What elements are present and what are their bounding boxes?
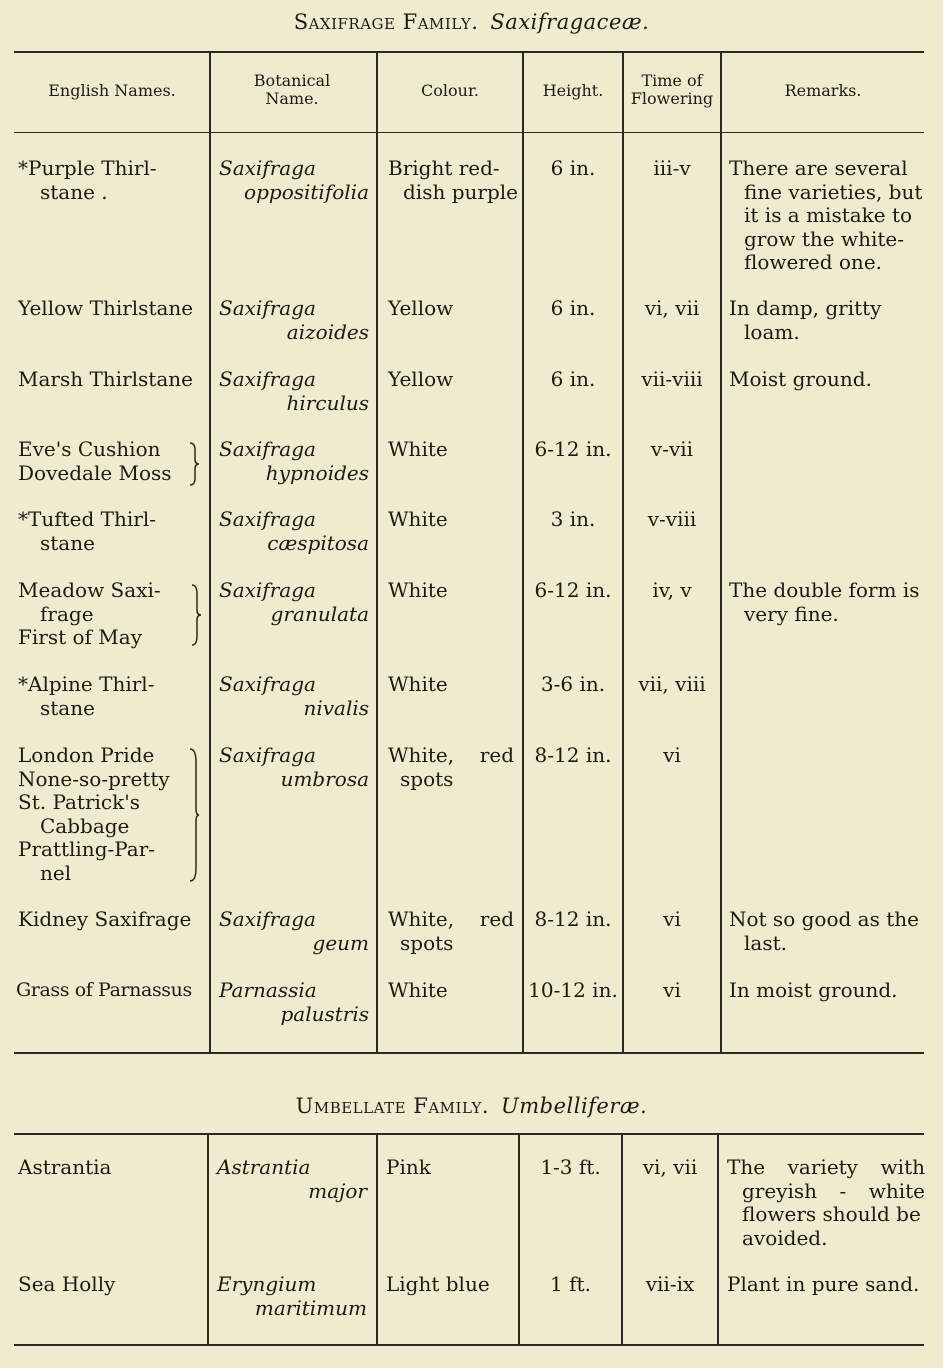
colour: White, red spots (388, 907, 514, 955)
height: 3-6 in. (540, 672, 606, 696)
botanical-name: Parnassia palustris (219, 978, 369, 1026)
flowering-time: vi, vii (642, 1155, 698, 1179)
header-height: Height. (542, 81, 604, 100)
botanical-name: Saxifraga nivalis (219, 672, 369, 720)
english-name: London Pride None-so-pretty St. Patrick's Cabbage Prattling-Par- nel (18, 743, 170, 885)
brace-icon (190, 584, 198, 646)
table-bottom-rule (14, 1052, 924, 1054)
botanical-name: Saxifraga oppositifolia (219, 156, 369, 204)
remarks: The variety with greyish - white flowers should be avoided. (727, 1155, 925, 1250)
english-name: Grass of Parnassus (16, 979, 192, 1001)
colour: Yellow (388, 367, 454, 391)
remarks: Moist ground. (729, 367, 872, 391)
header-time: Time of Flowering (630, 71, 714, 108)
colour: Light blue (386, 1272, 490, 1296)
botanical-name: Saxifraga aizoides (219, 296, 369, 344)
flowering-time: vii-viii (641, 367, 703, 391)
section-title-saxifrage (0, 10, 943, 34)
header-remarks: Remarks. (784, 81, 862, 100)
height: 8-12 in. (534, 907, 612, 931)
english-name: Sea Holly (18, 1272, 116, 1296)
english-name: Kidney Saxifrage (18, 907, 192, 931)
family-name: Umbellate Family. (295, 1094, 490, 1118)
colour: White (388, 978, 448, 1002)
botanical-name: Saxifraga cæspitosa (219, 507, 369, 555)
english-name: Marsh Thirlstane (18, 367, 193, 391)
colour: White (388, 437, 448, 461)
flowering-time: iv, v (652, 578, 692, 602)
colour: White (388, 507, 448, 531)
family-latin: Saxifragaceæ. (490, 10, 650, 34)
colour: White (388, 672, 448, 696)
brace-icon (188, 442, 196, 486)
table-top-rule (14, 51, 924, 53)
column-divider (207, 1134, 209, 1344)
flowering-time: vii-ix (645, 1272, 695, 1296)
flowering-time: iii-v (653, 156, 691, 180)
flowering-time: vi, vii (644, 296, 700, 320)
botanical-name: Saxifraga geum (219, 907, 369, 955)
header-colour: Colour. (421, 81, 479, 100)
botanical-name: Saxifraga hypnoides (219, 437, 369, 485)
colour: White (388, 578, 448, 602)
botanical-name: Saxifraga hirculus (219, 367, 369, 415)
column-divider (376, 1134, 378, 1344)
english-name: Yellow Thirlstane (18, 296, 194, 320)
height: 10-12 in. (528, 978, 618, 1002)
english-name: Meadow Saxi- frage First of May (18, 578, 161, 649)
height: 6-12 in. (534, 578, 612, 602)
height: 3 in. (550, 507, 596, 531)
header-botanical: Botanical Name. (253, 71, 331, 108)
height: 6-12 in. (534, 437, 612, 461)
flowering-time: v-vii (650, 437, 694, 461)
english-name: Astrantia (18, 1155, 112, 1179)
remarks: The double form is very fine. (729, 578, 920, 626)
height: 6 in. (550, 367, 596, 391)
column-divider (717, 1134, 719, 1344)
botanical-name: Astrantia major (217, 1155, 367, 1203)
colour: White, red spots (388, 743, 514, 791)
remarks: There are several fine varieties, but it is a mistake to grow the white- flowered one. (729, 156, 923, 274)
remarks: In moist ground. (729, 978, 898, 1002)
botanical-name: Saxifraga granulata (219, 578, 369, 626)
height: 6 in. (550, 296, 596, 320)
flowering-time: vi (663, 907, 681, 931)
brace-icon (188, 748, 196, 882)
flowering-time: vii, viii (638, 672, 706, 696)
english-name: *Purple Thirl- stane . (18, 156, 157, 204)
flowering-time: vi (663, 743, 681, 767)
remarks: Plant in pure sand. (727, 1272, 920, 1296)
height: 8-12 in. (534, 743, 612, 767)
column-divider (622, 52, 624, 1052)
colour: Yellow (388, 296, 454, 320)
flowering-time: v-viii (647, 507, 697, 531)
english-name: Eve's Cushion Dovedale Moss (18, 437, 172, 485)
botanical-name: Saxifraga umbrosa (219, 743, 369, 791)
english-name: *Tufted Thirl- stane (18, 507, 156, 555)
table-bottom-rule (14, 1344, 924, 1346)
height: 1-3 ft. (540, 1155, 601, 1179)
table-top-rule (14, 1133, 924, 1135)
botanical-name: Eryngium maritimum (217, 1272, 367, 1320)
header-english: English Names. (48, 81, 176, 100)
flowering-time: vi (663, 978, 681, 1002)
column-divider (209, 52, 211, 1052)
family-latin: Umbelliferæ. (501, 1094, 648, 1118)
header-rule (14, 132, 924, 133)
column-divider (720, 52, 722, 1052)
remarks: In damp, gritty loam. (729, 296, 882, 344)
height: 1 ft. (550, 1272, 591, 1296)
column-divider (376, 52, 378, 1052)
colour: Bright red- dish purple (388, 156, 518, 204)
english-name: *Alpine Thirl- stane (18, 672, 155, 720)
colour: Pink (386, 1155, 431, 1179)
remarks: Not so good as the last. (729, 907, 919, 955)
section-title-umbellate (0, 1094, 943, 1118)
column-divider (522, 52, 524, 1052)
height: 6 in. (550, 156, 596, 180)
family-name: Saxifrage Family. (293, 10, 479, 34)
